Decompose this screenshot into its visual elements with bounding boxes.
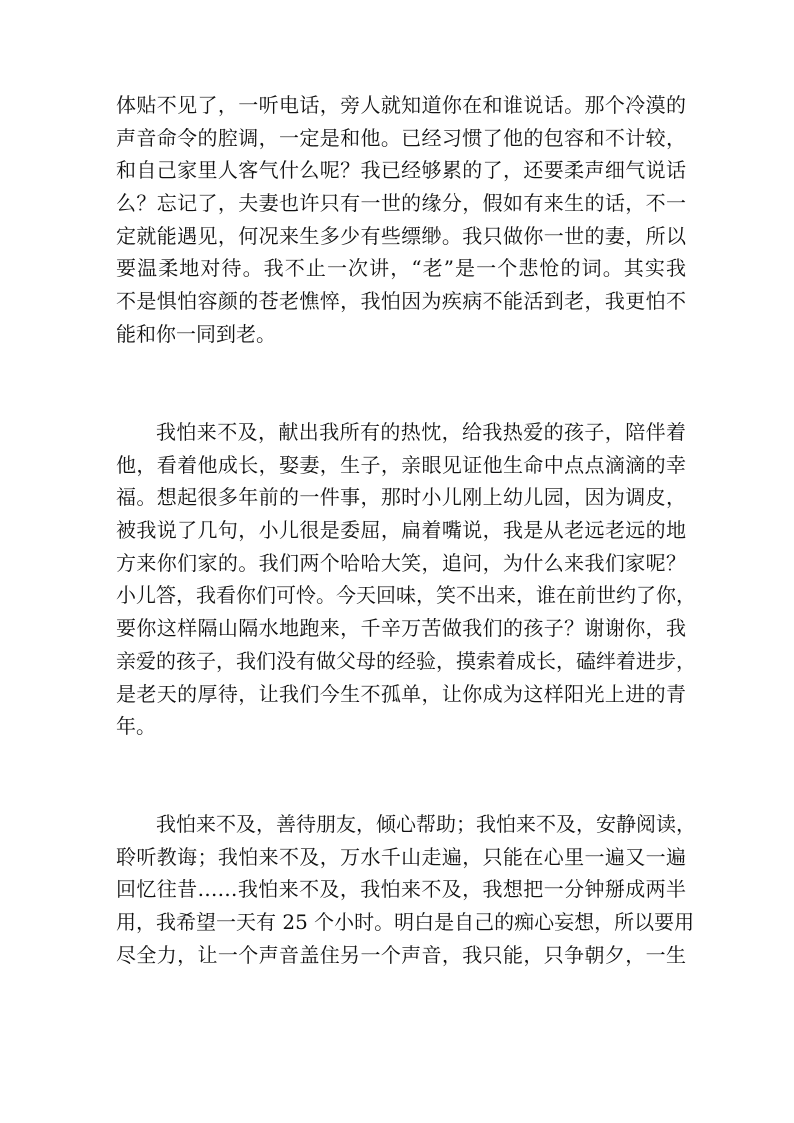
text-line: 尽全力，让一个声音盖住另一个声音，我只能，只争朝夕，一生 — [116, 942, 686, 967]
text-line: 回忆往昔……我怕来不及，我怕来不及，我想把一分钟掰成两半 — [116, 877, 686, 902]
text-line: 和自己家里人客气什么呢？我已经够累的了，还要柔声细气说话 — [116, 158, 686, 183]
text-line: 我怕来不及，善待朋友，倾心帮助；我怕来不及，安静阅读， — [156, 812, 696, 836]
text-line: 体贴不见了，一听电话，旁人就知道你在和谁说话。那个冷漠的 — [116, 93, 686, 117]
text-line: 定就能遇见，何况来生多少有些缥缈。我只做你一世的妻，所以 — [116, 223, 686, 248]
text-line: 么？忘记了，夫妻也许只有一世的缘分，假如有来生的话，不一 — [116, 191, 686, 216]
text-line: 聆听教诲；我怕来不及，万水千山走遍，只能在心里一遍又一遍 — [116, 844, 686, 869]
paragraph-3 — [116, 808, 696, 971]
text-line: 小儿答，我看你们可怜。今天回味，笑不出来，谁在前世约了你， — [116, 583, 696, 608]
text-line: 是老天的厚待，让我们今生不孤单，让你成为这样阳光上进的青 — [116, 681, 686, 706]
text-line: 他，看着他成长，娶妻，生子，亲眼见证他生命中点点滴滴的幸 — [116, 452, 686, 477]
text-line: 要温柔地对待。我不止一次讲，“老”是一个悲怆的词。其实我 — [116, 256, 686, 281]
text-line: 方来你们家的。我们两个哈哈大笑，追问，为什么来我们家呢？ — [116, 550, 686, 575]
text-line: 被我说了几句，小儿很是委屈，扁着嘴说，我是从老远老远的地 — [116, 518, 686, 543]
text-line: 福。想起很多年前的一件事，那时小儿刚上幼儿园，因为调皮， — [116, 485, 686, 510]
paragraph-1 — [116, 89, 686, 351]
paragraph-2 — [116, 416, 696, 743]
text-line: 能和你一同到老。 — [116, 321, 276, 346]
text-line: 要你这样隔山隔水地跑来，千辛万苦做我们的孩子？谢谢你，我 — [116, 616, 686, 641]
text-line: 亲爱的孩子，我们没有做父母的经验，摸索着成长，磕绊着进步， — [116, 648, 696, 673]
text-line: 声音命令的腔调，一定是和他。已经习惯了他的包容和不计较， — [116, 125, 686, 150]
text-line: 不是惧怕容颜的苍老憔悴，我怕因为疾病不能活到老，我更怕不 — [116, 289, 686, 314]
text-line: 年。 — [116, 714, 156, 739]
text-line: 我怕来不及，献出我所有的热忱，给我热爱的孩子，陪伴着 — [156, 420, 686, 444]
text-line: 用，我希望一天有 25 个小时。明白是自己的痴心妄想，所以要用 — [116, 910, 695, 935]
